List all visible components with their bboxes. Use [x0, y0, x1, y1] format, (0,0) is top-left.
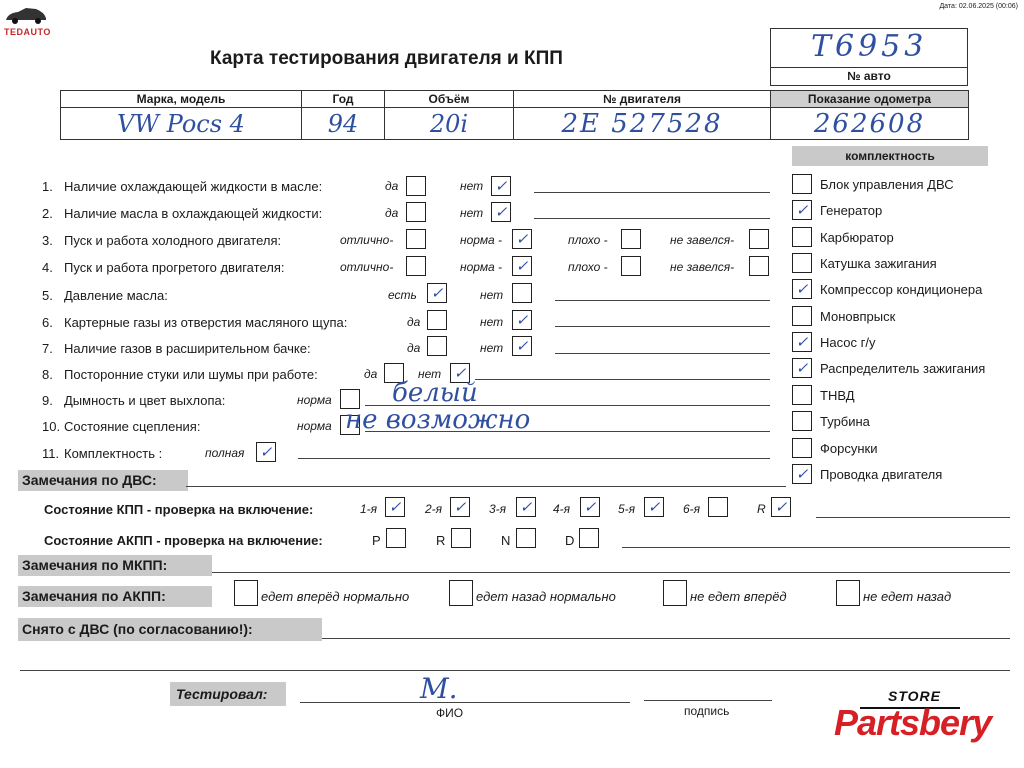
- akpp-forward-ok-checkbox[interactable]: [234, 580, 258, 606]
- item-1-no-checkbox[interactable]: ✓: [491, 176, 511, 196]
- item-3-opt-nostart: не завелся-: [670, 233, 735, 247]
- signature-line: [644, 700, 772, 701]
- item-5-label: Давление масла:: [64, 288, 168, 303]
- akpp-forward-ok-label: едет вперёд нормально: [261, 589, 410, 604]
- item-4-opt-normal: норма -: [460, 260, 503, 274]
- car-logo-icon: [4, 6, 48, 24]
- value-year: 94: [302, 108, 385, 140]
- item-4-normal-checkbox[interactable]: ✓: [512, 256, 532, 276]
- item-8-opt-no: нет: [418, 367, 442, 381]
- item-6-num: 6.: [42, 315, 53, 330]
- comp-ps-pump-checkbox[interactable]: ✓: [792, 332, 812, 352]
- akpp-backward-ok-label: едет назад нормально: [476, 589, 616, 604]
- value-odometer: 262608: [813, 109, 926, 139]
- gear-6-checkbox[interactable]: [708, 497, 728, 517]
- item-8-no-checkbox[interactable]: ✓: [450, 363, 470, 383]
- item-8-label: Посторонние стуки или шумы при работе:: [64, 367, 318, 382]
- date-stamp: Дата: 02.06.2025 (00:06): [939, 3, 1018, 10]
- gear-5-label: 5-я: [618, 502, 636, 516]
- item-11-line: [298, 458, 770, 459]
- item-1-label: Наличие охлаждающей жидкости в масле:: [64, 179, 323, 194]
- akpp-d-checkbox[interactable]: [579, 528, 599, 548]
- item-7-no-checkbox[interactable]: ✓: [512, 336, 532, 356]
- akpp-backward-ok-checkbox[interactable]: [449, 580, 473, 606]
- comp-wiring-checkbox[interactable]: ✓: [792, 464, 812, 484]
- item-11-opt-full: полная: [205, 446, 245, 460]
- item-2-opt-yes: да: [385, 206, 399, 220]
- item-1-opt-no: нет: [460, 179, 484, 193]
- item-4-bad-checkbox[interactable]: [621, 256, 641, 276]
- item-3-opt-normal: норма -: [460, 233, 503, 247]
- car-number-value: Т6953: [811, 29, 928, 64]
- gear-1-checkbox[interactable]: ✓: [385, 497, 405, 517]
- item-4-nostart-checkbox[interactable]: [749, 256, 769, 276]
- remarks-akpp-title: Замечания по АКПП:: [18, 586, 212, 607]
- header-volume: Объём: [385, 91, 514, 107]
- comp-engine-ecu-checkbox[interactable]: [792, 174, 812, 194]
- item-6-opt-no: нет: [480, 315, 504, 329]
- item-3-bad-checkbox[interactable]: [621, 229, 641, 249]
- item-7-yes-checkbox[interactable]: [427, 336, 447, 356]
- fio-line: [300, 702, 630, 703]
- comp-ac-compressor-label: Компрессор кондиционера: [820, 282, 983, 297]
- item-10-label: Состояние сцепления:: [64, 419, 201, 434]
- akpp-p-label: P: [372, 533, 381, 548]
- item-3-normal-checkbox[interactable]: ✓: [512, 229, 532, 249]
- value-engine-number: 2E 527528: [514, 108, 771, 140]
- header-make-model: Марка, модель: [61, 91, 302, 107]
- item-10-opt-normal: норма: [297, 419, 332, 433]
- item-11-full-checkbox[interactable]: ✓: [256, 442, 276, 462]
- akpp-n-checkbox[interactable]: [516, 528, 536, 548]
- remarks-dvs-line: [186, 486, 786, 487]
- item-2-no-checkbox[interactable]: ✓: [491, 202, 511, 222]
- item-4-excellent-checkbox[interactable]: [406, 256, 426, 276]
- brand-logo: Partsbery: [834, 702, 992, 743]
- akpp-p-checkbox[interactable]: [386, 528, 406, 548]
- comp-distributor-checkbox[interactable]: ✓: [792, 358, 812, 378]
- gear-3-checkbox[interactable]: ✓: [516, 497, 536, 517]
- item-5-opt-no: нет: [480, 288, 504, 302]
- item-6-line: [555, 326, 770, 327]
- comp-ps-pump-label: Насос г/у: [820, 335, 876, 350]
- item-5-line: [555, 300, 770, 301]
- item-10-line: [365, 431, 770, 432]
- item-11-num: 11.: [42, 446, 60, 461]
- akpp-no-forward-checkbox[interactable]: [663, 580, 687, 606]
- value-volume: 20i: [385, 108, 514, 140]
- item-3-label: Пуск и работа холодного двигателя:: [64, 233, 282, 248]
- item-9-opt-normal: норма: [297, 393, 332, 407]
- item-8-opt-yes: да: [364, 367, 378, 381]
- comp-carburetor-checkbox[interactable]: [792, 227, 812, 247]
- header-year: Год: [302, 91, 385, 107]
- store-label: STORE: [888, 688, 941, 704]
- akpp-r-label: R: [436, 533, 446, 548]
- item-2-label: Наличие масла в охлаждающей жидкости:: [64, 206, 323, 221]
- logo: [4, 6, 52, 36]
- item-1-opt-yes: да: [385, 179, 399, 193]
- removed-line-2: [20, 670, 1010, 671]
- item-2-opt-no: нет: [460, 206, 484, 220]
- item-5-opt-yes: есть: [388, 288, 417, 302]
- remarks-mkpp-title: Замечания по МКПП:: [18, 555, 212, 576]
- item-2-line: [534, 218, 770, 219]
- item-4-opt-excellent: отлично-: [340, 260, 394, 274]
- item-5-no-checkbox[interactable]: [512, 283, 532, 303]
- item-3-excellent-checkbox[interactable]: [406, 229, 426, 249]
- item-6-no-checkbox[interactable]: ✓: [512, 310, 532, 330]
- signature-label: подпись: [684, 704, 730, 718]
- remarks-dvs-title: Замечания по ДВС:: [18, 470, 188, 491]
- comp-mono-injection-checkbox[interactable]: [792, 306, 812, 326]
- gear-1-label: 1-я: [360, 502, 378, 516]
- akpp-label: Состояние АКПП - проверка на включение:: [44, 533, 323, 548]
- item-7-label: Наличие газов в расширительном бачке:: [64, 341, 311, 356]
- akpp-no-backward-checkbox[interactable]: [836, 580, 860, 606]
- item-3-opt-excellent: отлично-: [340, 233, 394, 247]
- fio-handwritten: М.: [420, 672, 458, 705]
- comp-generator-label: Генератор: [820, 203, 883, 218]
- comp-generator-checkbox[interactable]: ✓: [792, 200, 812, 220]
- gear-r-label: R: [757, 502, 766, 516]
- header-engine-number: № двигателя: [514, 91, 771, 107]
- gear-5-checkbox[interactable]: ✓: [644, 497, 664, 517]
- item-4-label: Пуск и работа прогретого двигателя:: [64, 260, 285, 275]
- item-6-yes-checkbox[interactable]: [427, 310, 447, 330]
- remarks-mkpp-line: [212, 572, 1010, 573]
- item-9-label: Дымность и цвет выхлопа:: [64, 393, 226, 408]
- item-3-opt-bad: плохо -: [568, 233, 608, 247]
- item-11-label: Комплектность :: [64, 446, 163, 461]
- item-4-opt-nostart: не завелся-: [670, 260, 735, 274]
- item-1-line: [534, 192, 770, 193]
- item-7-num: 7.: [42, 341, 53, 356]
- item-7-opt-yes: да: [407, 341, 421, 355]
- gear-2-label: 2-я: [425, 502, 443, 516]
- comp-ignition-coil-checkbox[interactable]: [792, 253, 812, 273]
- item-1-num: 1.: [42, 179, 53, 194]
- item-5-num: 5.: [42, 288, 53, 303]
- gear-4-checkbox[interactable]: ✓: [580, 497, 600, 517]
- removed-title: Снято с ДВС (по согласованию!):: [18, 618, 322, 641]
- comp-engine-ecu-label: Блок управления ДВС: [820, 177, 954, 192]
- gear-6-label: 6-я: [683, 502, 701, 516]
- item-1-yes-checkbox[interactable]: [406, 176, 426, 196]
- akpp-r-checkbox[interactable]: [451, 528, 471, 548]
- akpp-n-label: N: [501, 533, 511, 548]
- value-make-model: VW Pocs 4: [61, 108, 302, 140]
- comp-injectors-label: Форсунки: [820, 441, 878, 456]
- page-title: Карта тестирования двигателя и КПП: [210, 48, 563, 69]
- header-odometer: Показание одометра: [771, 91, 968, 107]
- comp-injection-pump-checkbox[interactable]: [792, 385, 812, 405]
- removed-line-1: [322, 638, 1010, 639]
- tested-label: Тестировал:: [170, 682, 286, 706]
- gear-3-label: 3-я: [489, 502, 507, 516]
- logo-text: TEDAUTO: [4, 27, 51, 37]
- kpp-line: [816, 517, 1010, 518]
- comp-ac-compressor-checkbox[interactable]: ✓: [792, 279, 812, 299]
- item-7-line: [555, 353, 770, 354]
- kpp-label: Состояние КПП - проверка на включение:: [44, 502, 314, 517]
- comp-carburetor-label: Карбюратор: [820, 230, 894, 245]
- comp-injectors-checkbox[interactable]: [792, 438, 812, 458]
- item-4-num: 4.: [42, 260, 53, 275]
- item-6-opt-yes: да: [407, 315, 421, 329]
- item-5-yes-checkbox[interactable]: ✓: [427, 283, 447, 303]
- comp-injection-pump-label: ТНВД: [820, 388, 855, 403]
- completeness-title: комплектность: [792, 146, 988, 166]
- item-3-nostart-checkbox[interactable]: [749, 229, 769, 249]
- item-10-handwritten: не возможно: [345, 405, 531, 435]
- akpp-no-forward-label: не едет вперёд: [690, 589, 787, 604]
- item-9-num: 9.: [42, 393, 53, 408]
- item-8-line: [475, 379, 770, 380]
- gear-4-label: 4-я: [553, 502, 571, 516]
- comp-wiring-label: Проводка двигателя: [820, 467, 943, 482]
- info-table: [60, 90, 969, 140]
- item-3-num: 3.: [42, 233, 53, 248]
- car-number-box: [770, 28, 968, 86]
- item-6-label: Картерные газы из отверстия масляного щупа:: [64, 315, 348, 330]
- gear-r-checkbox[interactable]: ✓: [771, 497, 791, 517]
- item-7-opt-no: нет: [480, 341, 504, 355]
- car-number-label: № авто: [771, 67, 967, 85]
- akpp-no-backward-label: не едет назад: [863, 589, 952, 604]
- akpp-line: [622, 547, 1010, 548]
- comp-turbo-checkbox[interactable]: [792, 411, 812, 431]
- fio-label: ФИО: [436, 706, 464, 720]
- item-9-handwritten: белый: [392, 378, 478, 408]
- akpp-d-label: D: [565, 533, 575, 548]
- item-2-yes-checkbox[interactable]: [406, 202, 426, 222]
- comp-turbo-label: Турбина: [820, 414, 870, 429]
- comp-mono-injection-label: Моновпрыск: [820, 309, 896, 324]
- gear-2-checkbox[interactable]: ✓: [450, 497, 470, 517]
- item-8-num: 8.: [42, 367, 53, 382]
- item-4-opt-bad: плохо -: [568, 260, 608, 274]
- comp-distributor-label: Распределитель зажигания: [820, 361, 986, 376]
- item-2-num: 2.: [42, 206, 53, 221]
- item-10-num: 10.: [42, 419, 61, 434]
- comp-ignition-coil-label: Катушка зажигания: [820, 256, 937, 271]
